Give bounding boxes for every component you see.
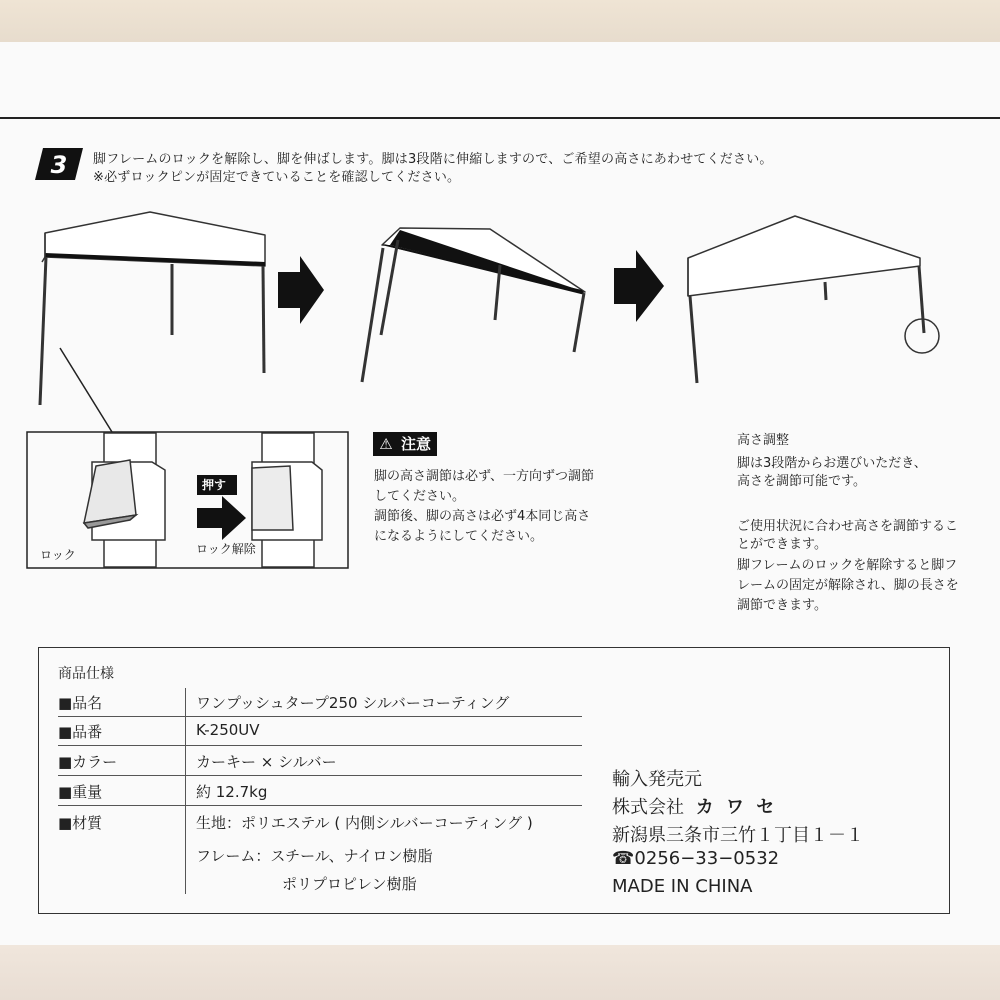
spec-key: ■重量 <box>58 783 103 801</box>
step-number: 3 <box>50 151 68 179</box>
height-adjust-text: とができます。 <box>737 537 827 552</box>
spec-row <box>58 688 582 717</box>
tent-tall-legs <box>688 216 939 383</box>
lock-detail-unlocked <box>252 433 322 567</box>
spec-key: ■カラー <box>58 753 118 771</box>
material-frame-2: ポリプロピレン樹脂 <box>282 875 417 893</box>
caution-title: 注意 <box>399 432 437 456</box>
height-adjust-text: ご使用状況に合わせ高さを調節するこ <box>737 519 959 534</box>
step-instruction: 脚フレームのロックを解除し、脚を伸ばします。脚は3段階に伸縮しますので、ご希望の高さにあわせてください。 <box>93 152 773 167</box>
step-note: ※必ずロックピンが固定できていることを確認してください。 <box>93 170 461 185</box>
tent-short-legs <box>40 212 265 405</box>
importer-phone: ☎0256−33−0532 <box>612 848 780 869</box>
height-adjust-text: レームの固定が解除され、脚の長さを <box>737 578 959 593</box>
height-adjust-text: 脚フレームのロックを解除すると脚フ <box>737 558 958 573</box>
height-adjust-title: 高さ調整 <box>737 433 790 448</box>
spec-value: ワンプッシュタープ250 シルバーコーティング <box>196 694 510 712</box>
spec-key: ■品名 <box>58 694 103 712</box>
spec-value: カーキー × シルバー <box>196 753 337 771</box>
caution-heading <box>373 432 437 456</box>
section-divider <box>0 117 1000 119</box>
spec-row <box>58 717 582 746</box>
arrow-right-icon <box>278 256 324 324</box>
spec-row <box>58 747 582 776</box>
caution-text: になるようにしてください。 <box>374 529 544 544</box>
height-adjust-text: 調節できます。 <box>737 598 827 613</box>
background-bottom-strip <box>0 945 1000 1000</box>
spec-value: K-250UV <box>196 721 260 739</box>
spec-key: ■品番 <box>58 723 103 741</box>
importer-label: 輸入発売元 <box>612 769 702 790</box>
height-adjust-text: 脚は3段階からお選びいただき、 <box>737 456 927 471</box>
company-prefix: 株式会社 <box>612 797 684 818</box>
spec-title: 商品仕様 <box>58 666 114 682</box>
material-frame: フレーム：スチール、ナイロン樹脂 <box>196 847 433 865</box>
unlock-label: ロック解除 <box>196 542 256 556</box>
caution-text: 脚の高さ調節は必ず、一方向ずつ調節 <box>374 469 594 484</box>
spec-value: 約 12.7kg <box>196 783 268 801</box>
step-number-icon <box>33 146 85 182</box>
caution-text: してください。 <box>374 489 466 504</box>
importer-company <box>612 793 777 819</box>
height-adjust-text: 高さを調節可能です。 <box>737 474 866 489</box>
spec-row <box>58 777 582 806</box>
importer-address: 新潟県三条市三竹１丁目１－１ <box>612 825 864 846</box>
spec-value: 生地：ポリエステル ( 内側シルバーコーティング ) <box>196 814 533 832</box>
caution-text: 調節後、脚の高さは必ず4本同じ高さ <box>374 509 591 524</box>
country-of-origin: MADE IN CHINA <box>612 876 753 897</box>
company-name: カ ワ セ <box>695 797 778 818</box>
background-top-strip <box>0 0 1000 42</box>
lock-label: ロック <box>40 548 76 562</box>
spec-key: ■材質 <box>58 814 103 832</box>
tent-medium-legs <box>362 228 585 382</box>
arrow-right-icon <box>614 250 664 322</box>
warning-icon: ⚠ <box>373 432 399 456</box>
push-label: 押す <box>202 478 227 492</box>
